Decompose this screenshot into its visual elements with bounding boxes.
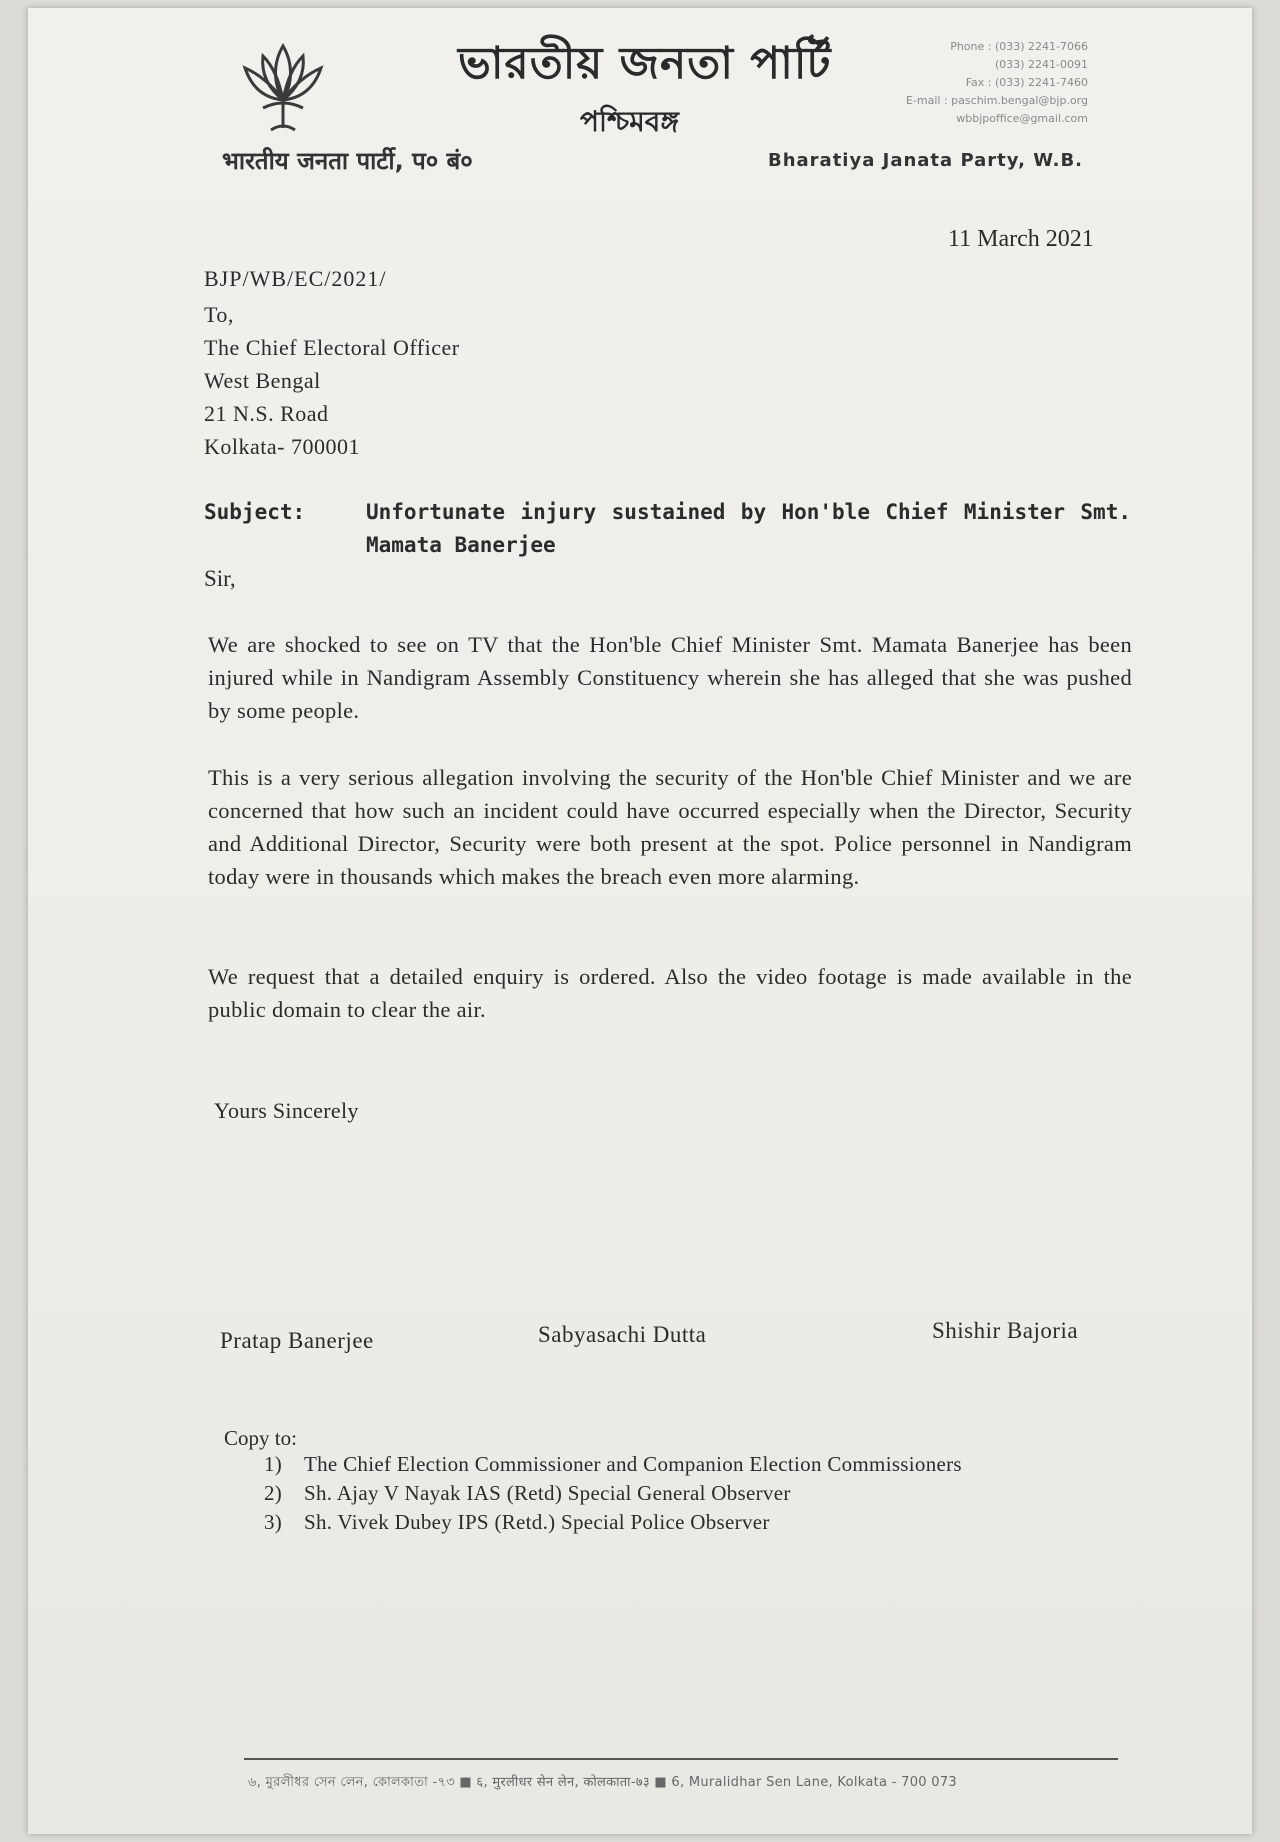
reference-number: BJP/WB/EC/2021/ (204, 266, 387, 291)
list-item-text: The Chief Election Commissioner and Companion Election Commissioners (304, 1452, 962, 1476)
letter-date: 11 March 2021 (948, 226, 1094, 252)
signatory-name: Sabyasachi Dutta (538, 1322, 707, 1347)
contact-email-2: wbbjpoffice@gmail.com (956, 112, 1088, 125)
contact-fax: Fax : (033) 2241-7460 (965, 76, 1088, 89)
list-item-number: 1) (264, 1452, 283, 1476)
lotus-logo-icon (233, 38, 333, 138)
list-item-text: Sh. Ajay V Nayak IAS (Retd) Special General Observer (304, 1481, 791, 1505)
letterhead-bengali-state: পশ্চিমবঙ্গ (580, 105, 679, 138)
address-line: To, (204, 302, 234, 327)
list-item-number: 2) (264, 1481, 283, 1505)
salutation: Sir, (204, 566, 236, 591)
copy-to-label: Copy to: (224, 1426, 297, 1450)
footer-divider (244, 1758, 1118, 1760)
signatory-name: Shishir Bajoria (932, 1318, 1079, 1343)
recipient-address (204, 298, 460, 463)
copy-to-list (264, 1450, 1132, 1537)
letterhead-bengali-name: ভারতীয় জনতা পার্টি (458, 38, 832, 89)
subject-label: Subject: (204, 500, 306, 524)
subject-text: Unfortunate injury sustained by Hon'ble Chief Minister Smt. Mamata Banerjee (366, 500, 1131, 557)
footer-address: ৬, মুরলীধর সেন লেন, কোলকাতা -৭৩ ■ ६, मुरलीधर सेन लेन, कोलकाता-७३ ■ 6, Muralidhar Sen Lane, Kolkata - 700 073 (248, 1775, 957, 1790)
contact-phone-2: (033) 2241-0091 (994, 58, 1088, 71)
list-item-number: 3) (264, 1510, 283, 1534)
list-item (264, 1508, 1132, 1537)
address-line: The Chief Electoral Officer (204, 335, 460, 360)
address-line: West Bengal (204, 368, 321, 393)
contact-phone-1: Phone : (033) 2241-7066 (950, 40, 1088, 53)
list-item-text: Sh. Vivek Dubey IPS (Retd.) Special Police Observer (304, 1510, 770, 1534)
letterhead-hindi-name: भारतीय जनता पार्टी, प० बं० (222, 147, 473, 175)
list-item (264, 1450, 1132, 1479)
letterhead-english-name: Bharatiya Janata Party, W.B. (768, 150, 1084, 171)
body-paragraph: We request that a detailed enquiry is ordered. Also the video footage is made available in the public domain to clear the air. (208, 964, 1132, 1022)
list-item (264, 1479, 1132, 1508)
body-paragraph: We are shocked to see on TV that the Hon'ble Chief Minister Smt. Mamata Banerjee has been injured while in Nandigram Assembly Constituency wherein she has alleged that she was pushed by some people. (208, 632, 1132, 723)
closing: Yours Sincerely (214, 1098, 359, 1123)
letter-page (28, 8, 1252, 1834)
body-paragraph: This is a very serious allegation involving the security of the Hon'ble Chief Minister and we are concerned that how such an incident could have occurred especially when the Director, Security and Additional Director, Security were both present at the spot. Police personnel in Nandigram today were in thousands which makes the breach even more alarming. (208, 765, 1132, 889)
contact-email-1: E-mail : paschim.bengal@bjp.org (906, 94, 1088, 107)
letterhead-contact (808, 38, 1088, 128)
signatory-name: Pratap Banerjee (220, 1328, 374, 1353)
address-line: 21 N.S. Road (204, 401, 329, 426)
address-line: Kolkata- 700001 (204, 434, 360, 459)
